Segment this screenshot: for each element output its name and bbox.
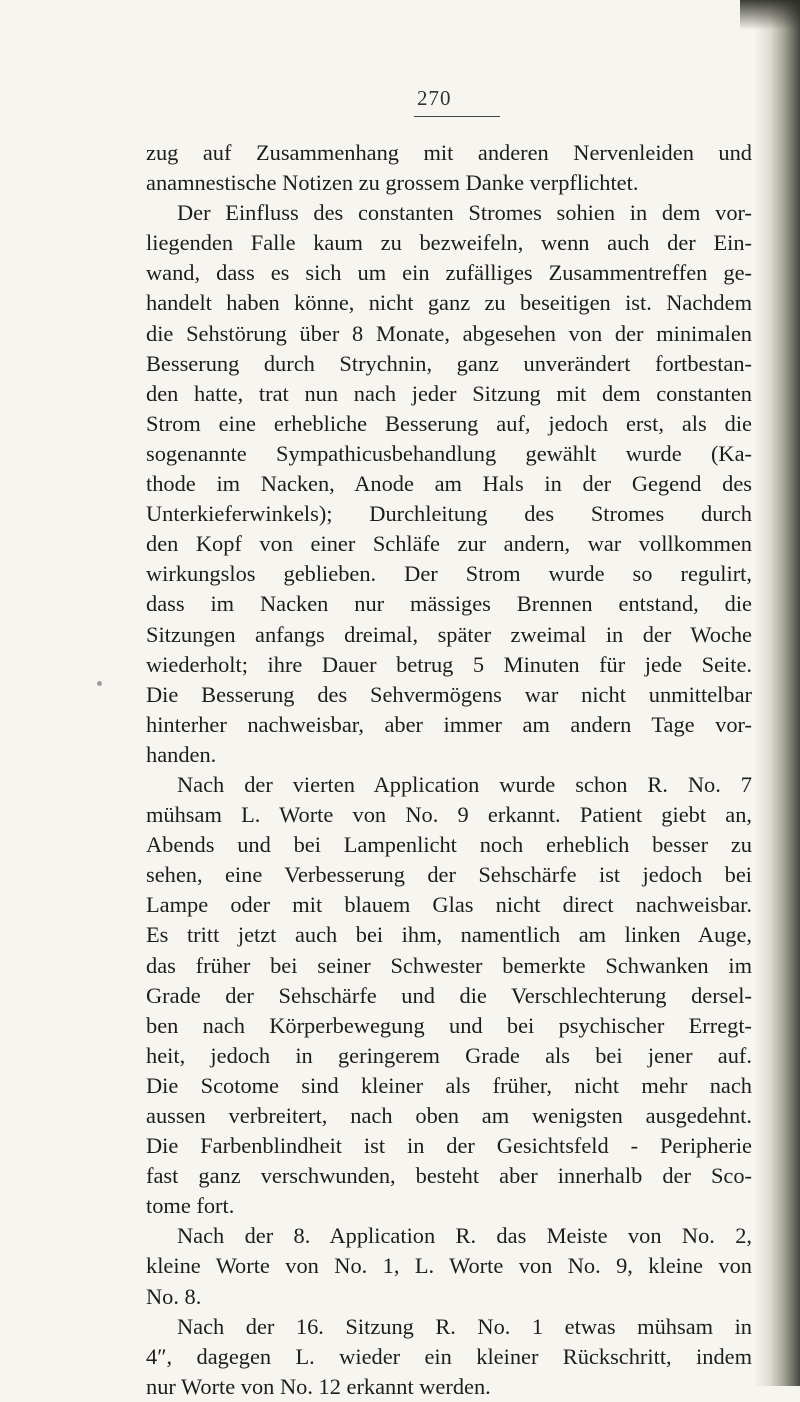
text-line: mühsam L. Worte von No. 9 erkannt. Patient giebt an, (146, 802, 752, 828)
text-line: Lampe oder mit blauem Glas nicht direct nachweisbar. (146, 892, 752, 918)
text-line: nur Worte von No. 12 erkannt werden. (146, 1373, 491, 1399)
text-line: Grade der Sehschärfe und die Verschlechterung dersel- (146, 982, 752, 1008)
text-line: thode im Nacken, Anode am Hals in der Gegend des (146, 471, 752, 497)
text-line: Nach der vierten Application wurde schon R. No. 7 (177, 771, 752, 797)
text-line: Der Einfluss des constanten Stromes sohien in dem vor- (177, 200, 752, 226)
text-line: tome fort. (146, 1193, 235, 1219)
text-line: liegenden Falle kaum zu bezweifeln, wenn auch der Ein- (146, 230, 752, 256)
text-line: Sitzungen anfangs dreimal, später zweimal in der Woche (146, 621, 752, 647)
text-line: Die Scotome sind kleiner als früher, nicht mehr nach (146, 1072, 752, 1098)
text-line: wiederholt; ihre Dauer betrug 5 Minuten für jede Seite. (146, 651, 752, 677)
text-line: Nach der 8. Application R. das Meiste von No. 2, (177, 1223, 752, 1249)
text-line: fast ganz verschwunden, besteht aber innerhalb der Sco- (146, 1163, 752, 1189)
text-line: handelt haben könne, nicht ganz zu beseitigen ist. Nachdem (146, 290, 752, 316)
text-line: 4″, dagegen L. wieder ein kleiner Rückschritt, indem (146, 1343, 752, 1369)
page-edge-shadow (754, 0, 800, 1386)
text-line: sogenannte Sympathicusbehandlung gewählt wurde (Ka- (146, 440, 752, 466)
text-line: sehen, eine Verbesserung der Sehschärfe ist jedoch bei (146, 862, 752, 888)
text-line: zug auf Zusammenhang mit anderen Nervenleiden und (146, 140, 752, 165)
text-line: No. 8. (146, 1283, 202, 1309)
page-number: 270 (417, 86, 452, 110)
text-line: ben nach Körperbewegung und bei psychischer Erregt- (146, 1012, 752, 1038)
text-line: Nach der 16. Sitzung R. No. 1 etwas mühsam in (177, 1313, 752, 1339)
text-line: Die Farbenblindheit ist in der Gesichtsfeld - Peripherie (146, 1133, 752, 1159)
text-line: Strom eine erhebliche Besserung auf, jedoch erst, als die (146, 410, 752, 436)
text-line: wirkungslos geblieben. Der Strom wurde so regulirt, (146, 561, 752, 587)
text-line: den Kopf von einer Schläfe zur andern, war vollkommen (146, 531, 752, 557)
text-line: aussen verbreitert, nach oben am wenigsten ausgedehnt. (146, 1103, 752, 1128)
page-number-rule (414, 116, 500, 117)
text-line: das früher bei seiner Schwester bemerkte Schwanken im (146, 952, 752, 978)
text-line: heit, jedoch in geringerem Grade als bei jener auf. (146, 1042, 752, 1068)
text-line: die Sehstörung über 8 Monate, abgesehen von der minimalen (146, 320, 752, 346)
text-line: den hatte, trat nun nach jeder Sitzung mit dem constanten (146, 380, 752, 406)
text-line: dass im Nacken nur mässiges Brennen entstand, die (146, 591, 752, 617)
text-line: anamnestische Notizen zu grossem Danke verpflichtet. (146, 170, 639, 196)
ink-speck (97, 681, 102, 686)
page-corner-shadow (740, 0, 800, 30)
text-line: wand, dass es sich um ein zufälliges Zusammentreffen ge- (146, 260, 752, 286)
text-line: Abends und bei Lampenlicht noch erheblich besser zu (146, 832, 752, 858)
text-line: hinterher nachweisbar, aber immer am andern Tage vor- (146, 711, 752, 737)
text-line: Es tritt jetzt auch bei ihm, namentlich am linken Auge, (146, 922, 752, 948)
text-line: handen. (146, 741, 217, 767)
text-line: Unterkieferwinkels); Durchleitung des Stromes durch (146, 501, 752, 527)
text-line: kleine Worte von No. 1, L. Worte von No. 9, kleine von (146, 1253, 752, 1279)
body-text (146, 138, 752, 1402)
text-line: Die Besserung des Sehvermögens war nicht unmittelbar (146, 681, 752, 707)
text-line: Besserung durch Strychnin, ganz unverändert fortbestan- (146, 350, 752, 376)
